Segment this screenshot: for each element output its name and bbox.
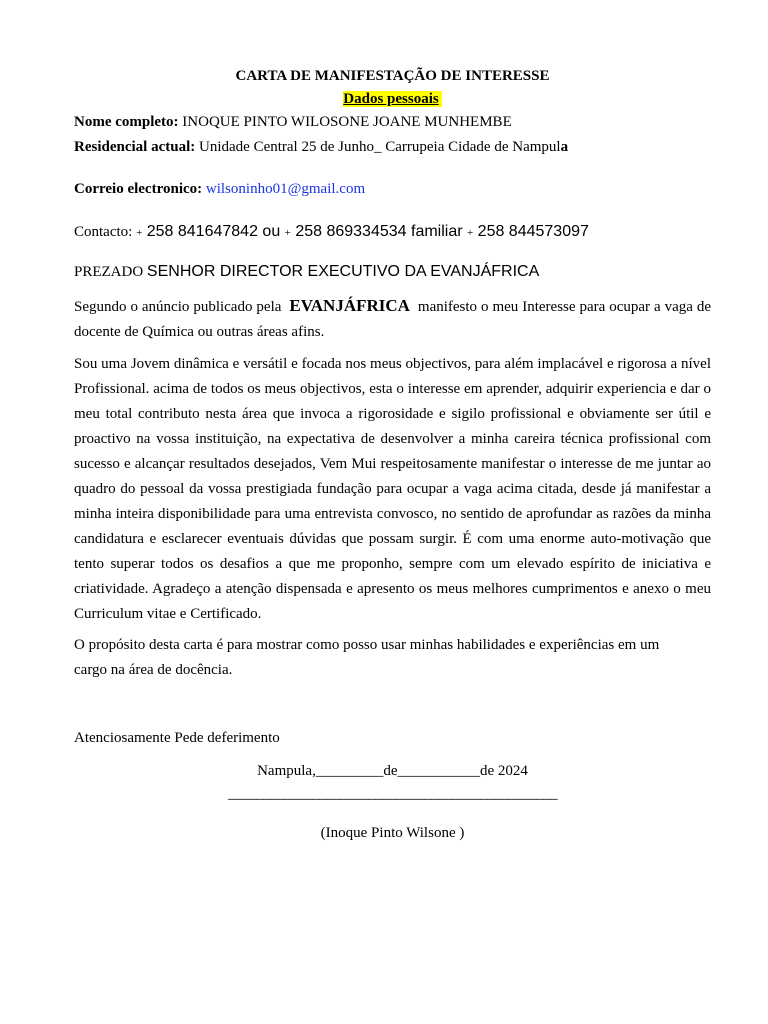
letter-title: CARTA DE MANIFESTAÇÃO DE INTERESSE	[235, 68, 550, 84]
full-name-value: INOQUE PINTO WILOSONE JOANE MUNHEMBE	[178, 114, 512, 130]
greeting-rest: SENHOR DIRECTOR EXECUTIVO DA EVANJÁFRICA	[146, 263, 540, 280]
place-date: Nampula,_________de___________de 2024	[257, 763, 528, 779]
email-line	[74, 179, 711, 199]
paragraph-2: Sou uma Jovem dinâmica e versátil e focada nos meus objectivos, para além implacável e rigorosa a nível Profissional. acima de todos os meus objectivos, esta o interesse em aprender, adquirir experiencia e dar o meu total contributo nesta área que invoca a rigorosidade e sigilo profissional e obviamente ser útil e proactivo na vossa instituição, na expectativa de desenvolver a minha careira técnica profissional com sucesso e alcançar resultados desejados, Vem Mui respeitosamente manifestar o interesse de me juntar ao quadro do pessoal da vossa prestigiada fundação para ocupar a vaga acima citada, desde já manifestar a minha inteira disponibilidade para uma entrevista convosco, no sentido de aprofundar as razões da minha candidatura e esclarecer eventuais dúvidas que possam surgir. É com uma enorme auto-motivação que tento superar todos os desafios a que me proponho, sempre com um elevado espírito de iniciativa e criatividade. Agradeço a atenção dispensada e apresento os meus melhores cumprimentos e anexo o meu Curriculum vitae e Certificado.	[74, 356, 711, 622]
paragraph-1	[74, 293, 711, 345]
full-name-line	[74, 112, 711, 132]
full-name-label: Nome completo:	[74, 114, 179, 130]
contact-line	[74, 220, 711, 245]
contact-label: Contacto:	[74, 224, 137, 240]
greeting-prefix: PREZADO	[74, 264, 147, 280]
paragraph-1-end: manifesto o meu Interesse para ocupar a vaga de docente de Química ou outras áreas afins.	[74, 299, 712, 340]
plus-sign-2: +	[284, 227, 291, 239]
phone-1: 258 841647842 ou	[142, 223, 285, 240]
plus-sign-3: +	[467, 227, 474, 239]
address-line	[74, 137, 711, 157]
signature-line: _______________________________________________	[228, 786, 557, 802]
organization-name: EVANJÁFRICA	[289, 296, 410, 315]
paragraph-3-line-1: O propósito desta carta é para mostrar como posso usar minhas habilidades e experiências em um	[74, 637, 660, 653]
subtitle-row	[74, 89, 711, 109]
phone-2: 258 869334534 familiar	[290, 223, 467, 240]
personal-data-heading: Dados pessoais	[343, 91, 441, 107]
paragraph-1-start: Segundo o anúncio publicado pela	[74, 299, 282, 315]
address-last-char: a	[560, 139, 569, 155]
phone-3: 258 844573097	[473, 223, 589, 240]
letter-page	[74, 66, 712, 841]
plus-sign-1: +	[136, 227, 143, 239]
closing-text: Atenciosamente Pede deferimento	[74, 730, 280, 746]
address-label: Residencial actual:	[74, 139, 196, 155]
signature-name: (Inoque Pinto Wilsone )	[320, 825, 465, 841]
address-value: Unidade Central 25 de Junho_ Carrupeia Cidade de Nampul	[195, 139, 561, 155]
email-link[interactable]: wilsoninho01@gmail.com	[205, 181, 366, 197]
email-label: Correio electronico:	[74, 181, 203, 197]
paragraph-3-line-2: cargo na área de docência.	[74, 662, 233, 678]
paragraph-3	[74, 633, 711, 683]
greeting	[74, 260, 711, 284]
